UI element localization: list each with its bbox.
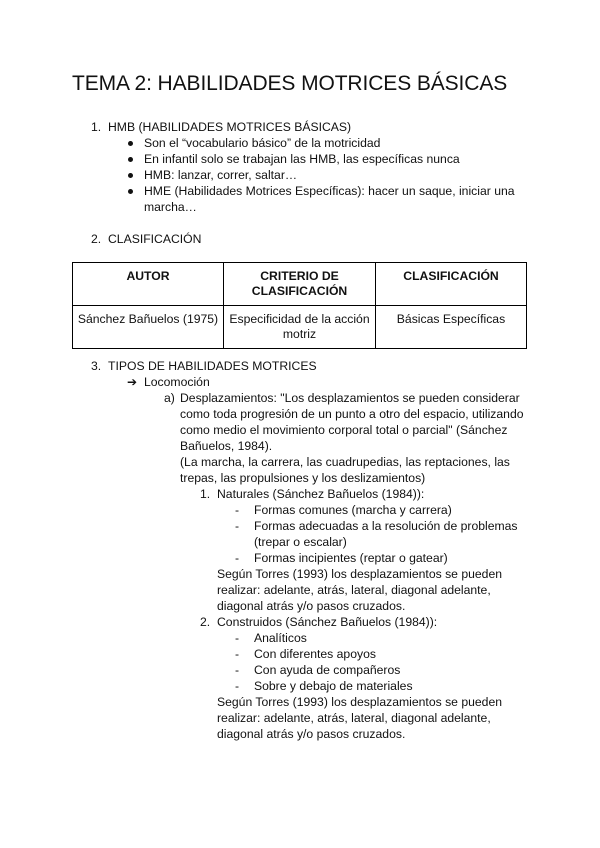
table-row	[73, 306, 527, 349]
construidos-marker: 2.	[200, 615, 211, 629]
table-header-cell: AUTOR	[73, 263, 224, 306]
section-3-number: 3.	[91, 359, 102, 373]
dash-icon: -	[235, 679, 240, 693]
construidos-heading: Construidos (Sánchez Bañuelos (1984)):	[217, 615, 438, 629]
construidos-note: Según Torres (1993) los desplazamientos se pueden	[217, 695, 503, 709]
table-cell: Básicas Específicas	[376, 306, 527, 349]
naturales-note: diagonal atrás y/o pasos cruzados.	[217, 599, 406, 613]
section-1-bullet: Son el “vocabulario básico” de la motricidad	[144, 136, 381, 150]
sub-a-line: (La marcha, la carrera, las cuadrupedias, las reptaciones, las	[180, 455, 510, 469]
classification-table	[72, 262, 527, 349]
naturales-item: Formas adecuadas a la resolución de problemas	[254, 519, 518, 533]
construidos-item: Sobre y debajo de materiales	[254, 679, 413, 693]
construidos-item: Analíticos	[254, 631, 307, 645]
arrow-icon: ➔	[127, 375, 138, 389]
section-1-bullet: HMB: lanzar, correr, saltar…	[144, 168, 298, 182]
section-1-bullet-continuation: marcha…	[144, 200, 197, 214]
section-3-heading: TIPOS DE HABILIDADES MOTRICES	[108, 359, 317, 373]
naturales-note: realizar: adelante, atrás, lateral, diagonal adelante,	[217, 583, 491, 597]
bullet-dot-icon	[128, 157, 133, 162]
section-1-heading: HMB (HABILIDADES MOTRICES BÁSICAS)	[108, 120, 352, 134]
table-cell: Sánchez Bañuelos (1975)	[73, 306, 224, 349]
naturales-heading: Naturales (Sánchez Bañuelos (1984)):	[217, 487, 425, 501]
dash-icon: -	[235, 551, 240, 565]
sub-a-line: Desplazamientos: "Los desplazamientos se pueden considerar	[180, 391, 520, 405]
table-cell: Especificidad de la acción motriz	[224, 306, 376, 349]
section-1-number: 1.	[91, 120, 102, 134]
section-1-bullet: HME (Habilidades Motrices Específicas): hacer un saque, iniciar una	[144, 184, 515, 198]
construidos-item: Con diferentes apoyos	[254, 647, 376, 661]
dash-icon: -	[235, 503, 240, 517]
bullet-dot-icon	[128, 173, 133, 178]
construidos-item: Con ayuda de compañeros	[254, 663, 401, 677]
dash-icon: -	[235, 663, 240, 677]
bullet-dot-icon	[128, 141, 133, 146]
sub-a-line: como toda progresión de un punto a otro del espacio, utilizando	[180, 407, 524, 421]
section-1-bullet: En infantil solo se trabajan las HMB, las específicas nunca	[144, 152, 460, 166]
naturales-note: Según Torres (1993) los desplazamientos se pueden	[217, 567, 503, 581]
naturales-item-continuation: (trepar o escalar)	[254, 535, 347, 549]
naturales-marker: 1.	[200, 487, 211, 501]
sub-a-line: como medio el movimiento corporal total o parcial" (Sánchez	[180, 423, 508, 437]
sub-a-marker: a)	[164, 391, 175, 405]
section-2-number: 2.	[91, 232, 102, 246]
construidos-note: realizar: adelante, atrás, lateral, diagonal adelante,	[217, 711, 491, 725]
construidos-note: diagonal atrás y/o pasos cruzados.	[217, 727, 406, 741]
dash-icon: -	[235, 519, 240, 533]
table-header-cell: CRITERIO DE CLASIFICACIÓN	[224, 263, 376, 306]
bullet-dot-icon	[128, 189, 133, 194]
sub-a-line: Bañuelos, 1984).	[180, 439, 273, 453]
dash-icon: -	[235, 631, 240, 645]
naturales-item: Formas comunes (marcha y carrera)	[254, 503, 452, 517]
page-title: TEMA 2: HABILIDADES MOTRICES BÁSICAS	[72, 72, 508, 95]
section-2-heading: CLASIFICACIÓN	[108, 232, 202, 246]
naturales-item: Formas incipientes (reptar o gatear)	[254, 551, 448, 565]
dash-icon: -	[235, 647, 240, 661]
table-header-row	[73, 263, 527, 306]
table-header-cell: CLASIFICACIÓN	[376, 263, 527, 306]
arrow-item-locomocion: Locomoción	[144, 375, 210, 389]
sub-a-line: trepas, las propulsiones y los deslizamientos)	[180, 471, 426, 485]
